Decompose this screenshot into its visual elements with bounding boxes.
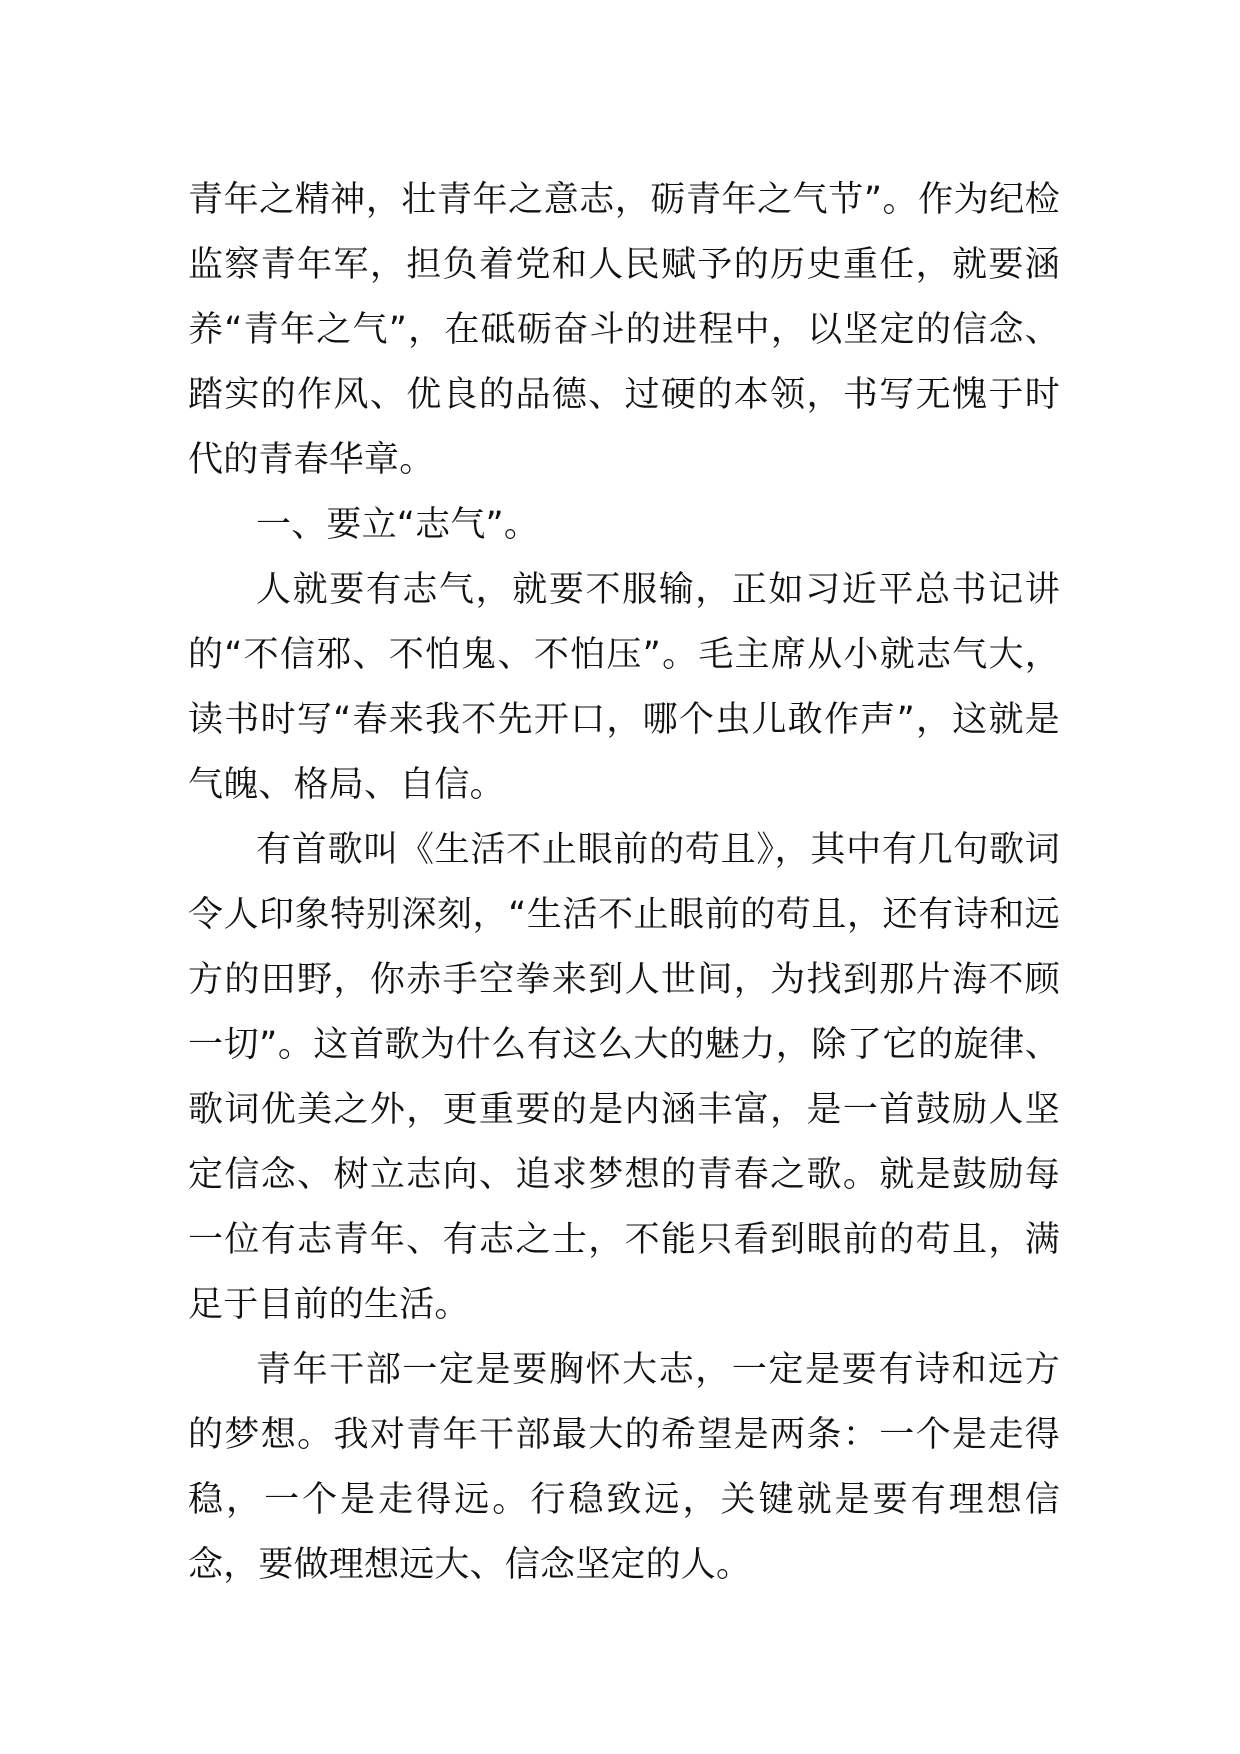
section-heading: 一、要立“志气”。 [256, 505, 540, 545]
paragraph: 人就要有志气，就要不服输，正如习近平总书记讲的“不信邪、不怕鬼、不怕压”。毛主席从小就志气大，读书时写“春来我不先开口，哪个虫儿敢作声”，这就是气魄、格局、自信。 [188, 570, 1060, 805]
paragraph: 有首歌叫《生活不止眼前的苟且》，其中有几句歌词令人印象特别深刻，“生活不止眼前的苟且，还有诗和远方的田野，你赤手空拳来到人世间，为找到那片海不顾一切”。这首歌为什么有这么大的魅力，除了它的旋律、歌词优美之外，更重要的是内涵丰富，是一首鼓励人坚定信念、树立志向、追求梦想的青春之歌。就是鼓励每一位有志青年、有志之士，不能只看到眼前的苟且，满足于目前的生活。 [188, 830, 1060, 1325]
document-body [188, 168, 1060, 1598]
paragraph-continued: 青年之精神，壮青年之意志，砺青年之气节”。作为纪检监察青年军，担负着党和人民赋予的历史重任，就要涵养“青年之气”，在砥砺奋斗的进程中，以坚定的信念、踏实的作风、优良的品德、过硬的本领，书写无愧于时代的青春华章。 [188, 180, 1060, 480]
paragraph: 青年干部一定是要胸怀大志，一定是要有诗和远方的梦想。我对青年干部最大的希望是两条：一个是走得稳，一个是走得远。行稳致远，关键就是要有理想信念，要做理想远大、信念坚定的人。 [188, 1350, 1060, 1585]
